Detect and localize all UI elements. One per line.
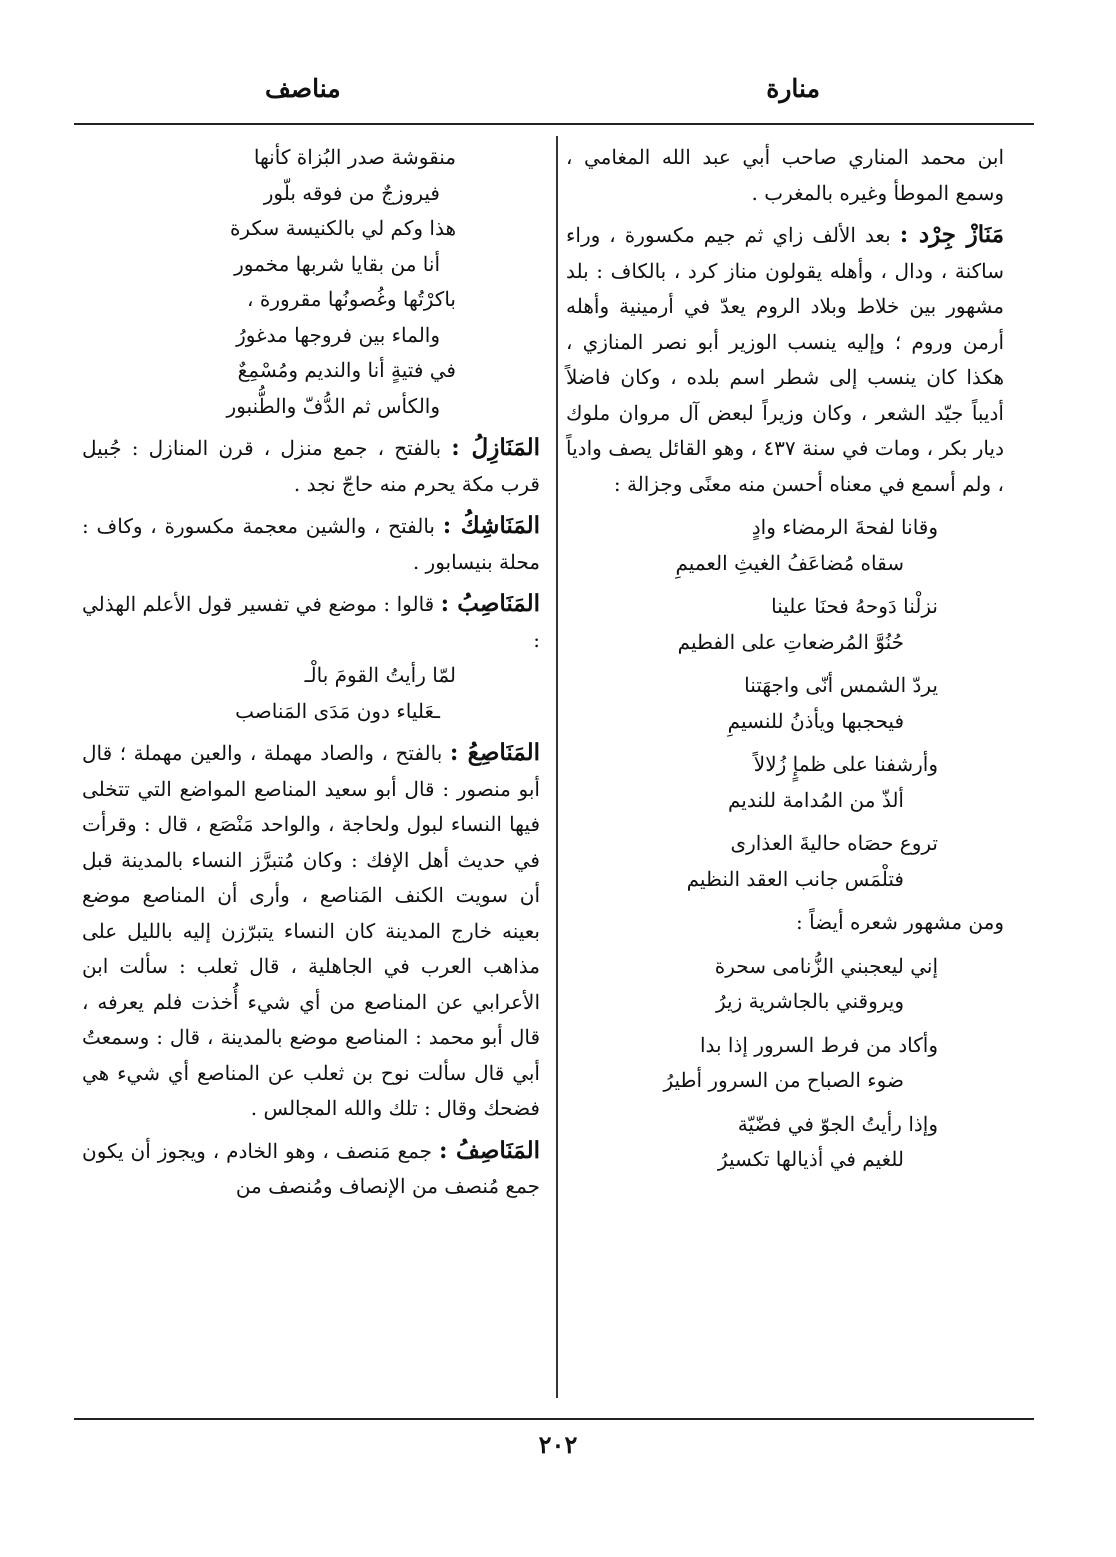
poem-church bbox=[82, 140, 540, 424]
entry-manasif bbox=[82, 1133, 540, 1205]
verse-line: وأرشفنا على ظمإٍ زُلالاً bbox=[753, 752, 938, 776]
verse-line: يردّ الشمس أنّى واجهَتنا bbox=[744, 673, 938, 697]
poem-intro-text: ومن مشهور شعره أيضاً : bbox=[795, 910, 1004, 934]
continued-entry-text: ابن محمد المناري صاحب أبي عبد الله المغامي ، وسمع الموطأ وغيره بالمغرب . bbox=[566, 145, 1004, 205]
verse-line: ضوء الصباح من السرور أطيرُ bbox=[663, 1068, 904, 1092]
verse-line: وإذا رأيتُ الجوّ في فضّيّة bbox=[737, 1111, 938, 1136]
entry-manasif-text: جمع مَنصف ، وهو الخادم ، ويجوز أن يكون جمع مُنصف من الإنصاف ومُنصف من bbox=[82, 1138, 540, 1198]
verse-line: فيروزجٌ من فوقه بلّور bbox=[263, 180, 440, 205]
verse-line: والماء بين فروجها مدغورُ bbox=[236, 322, 440, 347]
verse-line: نزلْنا دَوحهُ فحنَا علينا bbox=[771, 594, 938, 618]
entry-manashik-text: بالفتح ، والشين معجمة مكسورة ، وكاف : محلة بنيسابور . bbox=[82, 514, 540, 574]
entry-manasi-text: بالفتح ، والصاد مهملة ، والعين مهملة ؛ قال أبو منصور : قال أبو سعيد المناصع المواضع التي تتخلى فيها النساء لبول ولحاجة ، والواحد مَنْصَع ، قال : وقرأت في حديث أهل الإفك : وكان مُتبرَّز النساء بالمدينة قبل أن سويت الكنف المَناصع ، وأرى أن المناصع موضع بعينه خارج المدينة كان النساء يتبرّزن إليه بالليل على مذاهب العرب في الجاهلية ، قال ثعلب : سألت ابن الأعرابي عن المناصع من أي شيء أُخذت فلم يعرفه ، قال أبو محمد : المناصع موضع بالمدينة ، قال : وسمعتُ أبي قال سألت نوح بن ثعلب عن المناصع أي شيء هي فضحك وقال : تلك والله المجالس . bbox=[82, 741, 540, 1120]
entry-manasib bbox=[82, 586, 540, 658]
page-number: ٢٠٢ bbox=[538, 1430, 578, 1459]
verse-line: ويروقني بالجاشرية زيرُ bbox=[716, 989, 904, 1013]
verse-manasib bbox=[82, 658, 540, 729]
entry-manazjird-text: بعد الألف زاي ثم جيم مكسورة ، وراء ساكنة ، ودال ، وأهله يقولون مناز كرد ، بالكاف : بلد مشهور بين خلاط وبلاد الروم يعدّ في أرمينية وأهله أرمن وروم ؛ وإليه ينسب الوزير أبو نصر المنازي ، هكذا كان ينسب إلى شطر اسم بلده ، وكان فاضلاً أديباً جيّد الشعر ، وكان وزيراً لبعض آل مروان ملوك ديار بكر ، ومات في سنة ٤٣٧ ، وهو القائل يصف وادياً ، ولم أسمع في معناه أحسن منه معنًى وجزالة : bbox=[566, 223, 1004, 496]
headword-manasi: المَنَاصِعُ : bbox=[449, 739, 540, 766]
poem-zunami bbox=[566, 949, 1004, 1178]
entry-manasib-text: قالوا : موضع في تفسير قول الأعلم الهذلي : bbox=[82, 592, 540, 652]
verse-line: لمّا رأيتُ القومَ بالْـ bbox=[304, 663, 456, 687]
running-head-left: مناصف bbox=[265, 74, 341, 103]
verse-line: والكأس ثم الدُّفّ والطُّنبور bbox=[226, 393, 440, 418]
verse-line: فتلْمَس جانب العقد النظيم bbox=[686, 866, 904, 891]
headword-manazjird: مَنَازْ جِرْد : bbox=[899, 221, 1005, 248]
headword-manashik: المَنَاشِكُ : bbox=[442, 512, 541, 539]
verse-line: منقوشة صدر البُزاة كأنها bbox=[253, 145, 456, 169]
verse-line: فيحجبها ويأذنُ للنسيمِ bbox=[727, 708, 904, 733]
verse-line: إني ليعجبني الزُّنامى سحرة bbox=[714, 953, 938, 978]
header-rule bbox=[74, 123, 1034, 125]
entry-manasi bbox=[82, 735, 540, 1127]
headword-manasib: المَنَاصِبُ : bbox=[440, 590, 540, 617]
verse-line: ألذّ من المُدامة للنديم bbox=[728, 787, 904, 812]
entry-manazil bbox=[82, 430, 540, 502]
verse-line: أنا من بقايا شربها مخمور bbox=[234, 251, 440, 276]
verse-line: باكرْتُها وغُصونُها مقرورة ، bbox=[247, 287, 456, 311]
entry-manazjird bbox=[566, 217, 1004, 502]
left-column bbox=[82, 140, 540, 1205]
verse-line: وقانا لفحةَ الرمضاء وادٍ bbox=[751, 515, 938, 539]
headword-manasif: المَنَاصِفُ : bbox=[438, 1136, 541, 1164]
headword-manazil: المَنَازِلُ : bbox=[451, 434, 540, 461]
column-divider bbox=[556, 136, 558, 1398]
verse-line: وأكاد من فرط السرور إذا بدا bbox=[699, 1032, 938, 1057]
verse-line: هذا وكم لي بالكنيسة سكرة bbox=[229, 216, 456, 240]
verse-line: سقاه مُضاعَفُ الغيثِ العميمِ bbox=[675, 550, 904, 575]
entry-manashik bbox=[82, 508, 540, 580]
verse-line: تروع حصَاه حاليةَ العذارى bbox=[730, 831, 938, 855]
right-column bbox=[566, 140, 1004, 1178]
verse-line: للغيم في أذيالها تكسيرُ bbox=[717, 1147, 904, 1171]
running-head-right: منارة bbox=[766, 74, 820, 103]
entry-manazil-text: بالفتح ، جمع منزل ، قرن المنازل : جُبيل قرب مكة يحرم منه حاجّ نجد . bbox=[82, 436, 540, 496]
poem-valley bbox=[566, 510, 1004, 897]
footer-rule bbox=[74, 1418, 1034, 1420]
verse-line: حُنُوَّ المُرضعاتِ على الفطيم bbox=[677, 629, 904, 654]
verse-line: في فتيةٍ أنا والنديم ومُسْمِعٌ bbox=[237, 358, 456, 382]
verse-line: ـعَلياء دون مَدَى المَناصب bbox=[235, 698, 440, 723]
